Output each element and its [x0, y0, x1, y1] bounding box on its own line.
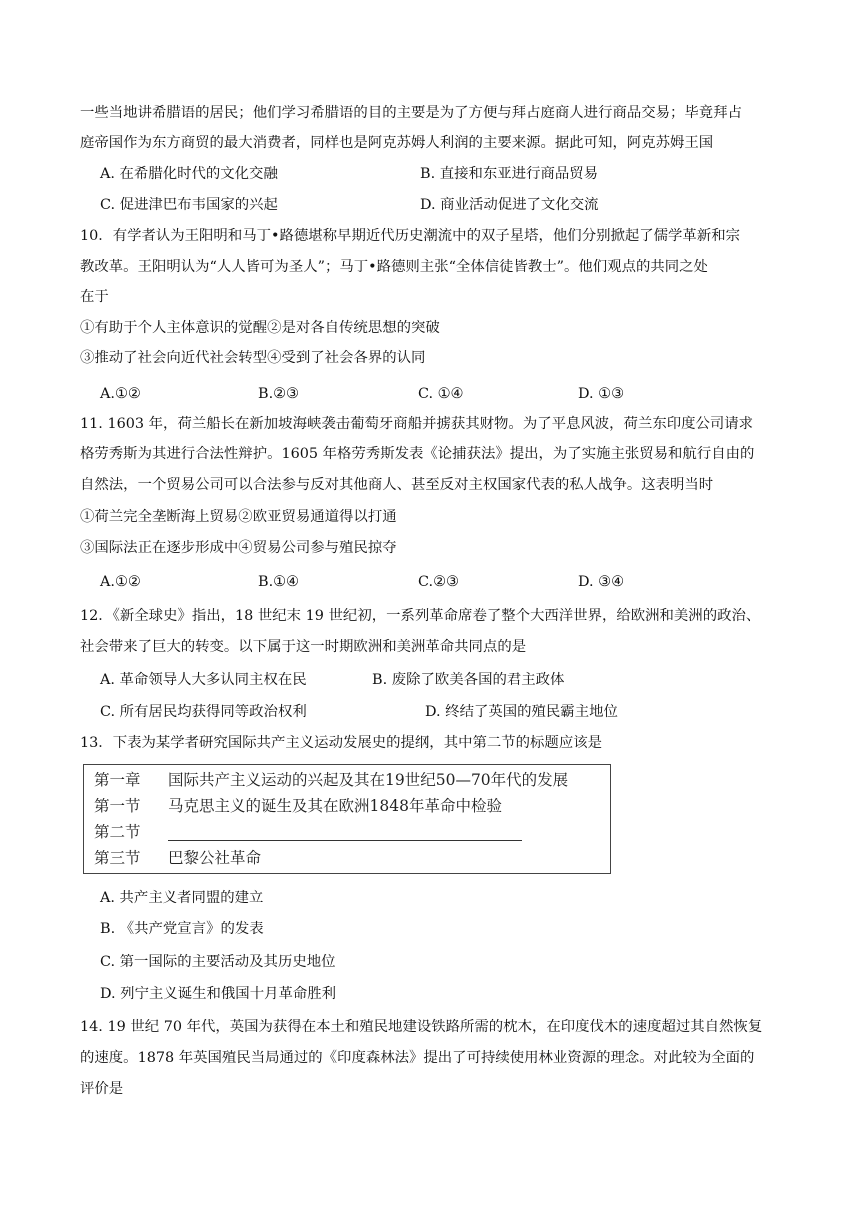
outline-row-key: 第一章	[94, 771, 141, 789]
outline-row-chapter	[94, 769, 568, 791]
q10-statement-line1: ①有助于个人主体意识的觉醒②是对各自传统思想的突破	[80, 320, 440, 336]
q12-option-b[interactable]: B. 废除了欧美各国的君主政体	[372, 672, 565, 688]
q12-option-d[interactable]: D. 终结了英国的殖民霸主地位	[425, 704, 618, 720]
q9-option-b[interactable]: B. 直接和东亚进行商品贸易	[420, 166, 599, 182]
q11-option-a[interactable]: A.①②	[100, 574, 141, 590]
q10-stem-line1: 10．有学者认为王阳明和马丁•路德堪称早期近代历史潮流中的双子星塔，他们分别掀起了儒学革新和宗	[80, 228, 740, 244]
q9-stem-line1: 一些当地讲希腊语的居民；他们学习希腊语的目的主要是为了方便与拜占庭商人进行商品交易；毕竟拜占	[80, 105, 742, 121]
outline-row-value: 马克思主义的诞生及其在欧洲1848年革命中检验	[168, 797, 502, 815]
q9-option-d[interactable]: D. 商业活动促进了文化交流	[420, 197, 599, 213]
q11-stem-line1: 11. 1603 年，荷兰船长在新加坡海峡袭击葡萄牙商船并掳获其财物。为了平息风波，荷兰东印度公司请求	[80, 416, 754, 432]
outline-row-value: 巴黎公社革命	[168, 849, 262, 867]
outline-row-key: 第三节	[94, 849, 141, 867]
outline-row-section-2	[94, 821, 522, 843]
outline-row-key: 第一节	[94, 797, 141, 815]
q14-stem-line1: 14. 19 世纪 70 年代，英国为获得在本土和殖民地建设铁路所需的枕木，在印度伐木的速度超过其自然恢复	[80, 1019, 763, 1035]
outline-table	[83, 764, 611, 874]
q13-option-d[interactable]: D. 列宁主义诞生和俄国十月革命胜利	[100, 986, 337, 1002]
q12-option-c[interactable]: C. 所有居民均获得同等政治权利	[100, 704, 307, 720]
q10-option-c[interactable]: C. ①④	[418, 386, 464, 402]
q10-stem-line2: 教改革。王阳明认为“人人皆可为圣人”；马丁•路德则主张“全体信徒皆教士”。他们观点的共同之处	[80, 259, 708, 275]
q14-stem-line3: 评价是	[80, 1081, 124, 1097]
q12-stem-line2: 社会带来了巨大的转变。以下属于这一时期欧洲和美洲革命共同点的是	[80, 639, 527, 655]
answer-blank-line	[168, 826, 522, 841]
q10-statement-line2: ③推动了社会向近代社会转型④受到了社会各界的认同	[80, 350, 426, 366]
q13-stem-line1: 13．下表为某学者研究国际共产主义运动发展史的提纲，其中第二节的标题应该是	[80, 735, 602, 751]
outline-row-section-3	[94, 847, 261, 869]
q14-stem-line2: 的速度。1878 年英国殖民当局通过的《印度森林法》提出了可持续使用林业资源的理念。对此较为全面的	[80, 1050, 755, 1066]
q9-option-c[interactable]: C. 促进津巴布韦国家的兴起	[100, 197, 278, 213]
q13-option-b[interactable]: B. 《共产党宣言》的发表	[100, 921, 264, 937]
q11-statement-line1: ①荷兰完全垄断海上贸易②欧亚贸易通道得以打通	[80, 509, 397, 525]
q12-option-a[interactable]: A. 革命领导人大多认同主权在民	[100, 672, 307, 688]
q10-stem-line3: 在于	[80, 289, 109, 305]
q10-option-b[interactable]: B.②③	[258, 386, 299, 402]
q11-option-c[interactable]: C.②③	[418, 574, 459, 590]
q9-stem-line2: 庭帝国作为东方商贸的最大消费者，同样也是阿克苏姆人利润的主要来源。据此可知，阿克苏姆王国	[80, 135, 714, 151]
q11-stem-line2: 格劳秀斯为其进行合法性辩护。1605 年格劳秀斯发表《论捕获法》提出，为了实施主张贸易和航行自由的	[80, 446, 755, 462]
q11-stem-line3: 自然法，一个贸易公司可以合法参与反对其他商人、甚至反对主权国家代表的私人战争。这表明当时	[80, 477, 714, 493]
q10-option-d[interactable]: D. ①③	[578, 386, 624, 402]
outline-row-key: 第二节	[94, 823, 141, 841]
outline-row-value: 国际共产主义运动的兴起及其在19世纪50—70年代的发展	[168, 771, 569, 789]
q13-option-a[interactable]: A. 共产主义者同盟的建立	[100, 890, 264, 906]
q12-stem-line1: 12．《新全球史》指出，18 世纪末 19 世纪初，一系列革命席卷了整个大西洋世界，给欧洲和美洲的政治、	[80, 608, 761, 624]
q11-option-d[interactable]: D. ③④	[578, 574, 624, 590]
outline-row-section-1	[94, 795, 502, 817]
q9-option-a[interactable]: A. 在希腊化时代的文化交融	[100, 166, 278, 182]
q11-option-b[interactable]: B.①④	[258, 574, 299, 590]
q10-option-a[interactable]: A.①②	[100, 386, 141, 402]
q11-statement-line2: ③国际法正在逐步形成中④贸易公司参与殖民掠夺	[80, 540, 397, 556]
q13-option-c[interactable]: C. 第一国际的主要活动及其历史地位	[100, 954, 336, 970]
